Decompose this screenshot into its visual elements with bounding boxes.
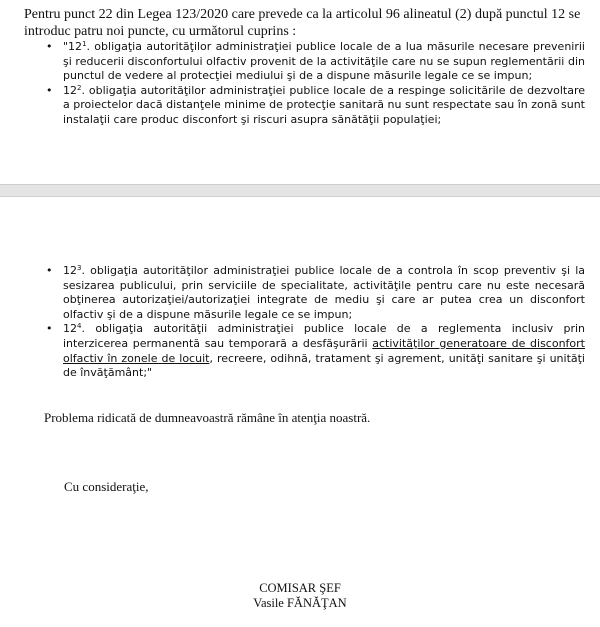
point-superscript: 1 xyxy=(82,40,87,48)
list-item-point-12-1 xyxy=(24,40,585,84)
points-list-page-1 xyxy=(24,40,585,128)
point-text-end: , recreere, odihnă, tratament şi agrement, unităţi sanitare şi unităţi de învăţământ;" xyxy=(63,351,585,380)
point-number: 12 xyxy=(63,83,77,97)
closing-statement: Problema ridicată de dumneavoastră rămâne în atenţia noastră. xyxy=(44,410,371,425)
regards-line: Cu consideraţie, xyxy=(64,479,149,494)
signature-title: COMISAR ŞEF xyxy=(259,581,341,595)
bullet-icon: • xyxy=(46,40,53,53)
document-page-2 xyxy=(0,197,600,627)
point-text-underlined: activităţilor generatoare de disconfort olfactiv în zonele de locuit xyxy=(63,336,585,365)
list-item-point-12-2 xyxy=(24,84,585,128)
point-superscript: 4 xyxy=(77,322,82,331)
intro-paragraph: Pentru punct 22 din Legea 123/2020 care prevede ca la articolul 96 alineatul (2) după punctul 12 se introduc patru noi puncte, cu următorul cuprins : xyxy=(24,7,581,39)
points-list-page-2 xyxy=(24,264,585,381)
list-item-point-12-3 xyxy=(24,264,585,322)
point-number: "12 xyxy=(63,40,83,53)
point-text: . obligaţia autorităţilor administraţiei publice locale de a controla în scop preventiv şi la sesizarea publicului, prin serviciile de specialitate, activităţile pentru care nu este necesară obţinerea autorizaţiei/autorizaţiei integrate de mediu şi care ar putea crea un disconfort olfactiv şi de a dispune măsurile legale ce se impun; xyxy=(63,264,585,321)
point-text: . obligaţia autorităţii administraţiei publice locale de a reglementa inclusiv prin interzicerea permanentă sau temporară a desfăşurării xyxy=(63,322,585,350)
document-page-1 xyxy=(0,0,600,184)
point-number: 12 xyxy=(63,322,77,336)
bullet-icon: • xyxy=(46,83,53,97)
point-superscript: 2 xyxy=(77,83,82,92)
signature-block xyxy=(0,581,600,611)
page-break xyxy=(0,184,600,197)
bullet-icon: • xyxy=(46,264,53,277)
point-superscript: 3 xyxy=(77,264,82,272)
signature-name: Vasile FĂNĂŢAN xyxy=(253,596,347,610)
point-number: 12 xyxy=(63,264,77,277)
point-text: . obligaţia autorităţilor administraţiei publice locale de a lua măsurile necesare prevenirii şi reducerii disconfortului olfactiv provenit de la activităţile care nu se supun reglementării din punctul de vedere al protecţiei mediului şi de a dispune măsurile legale ce se impun; xyxy=(63,40,585,83)
bullet-icon: • xyxy=(46,322,53,336)
point-text: . obligaţia autorităţilor administraţiei publice locale de a respinge solicitările de dezvoltare a proiectelor dacă distanţele minime de protecţie sanitară nu sunt respectate sau în zonă sunt instalaţii care produc disconfort şi riscuri asupra sănătăţii populaţiei; xyxy=(63,83,585,126)
list-item-point-12-4 xyxy=(24,322,585,380)
